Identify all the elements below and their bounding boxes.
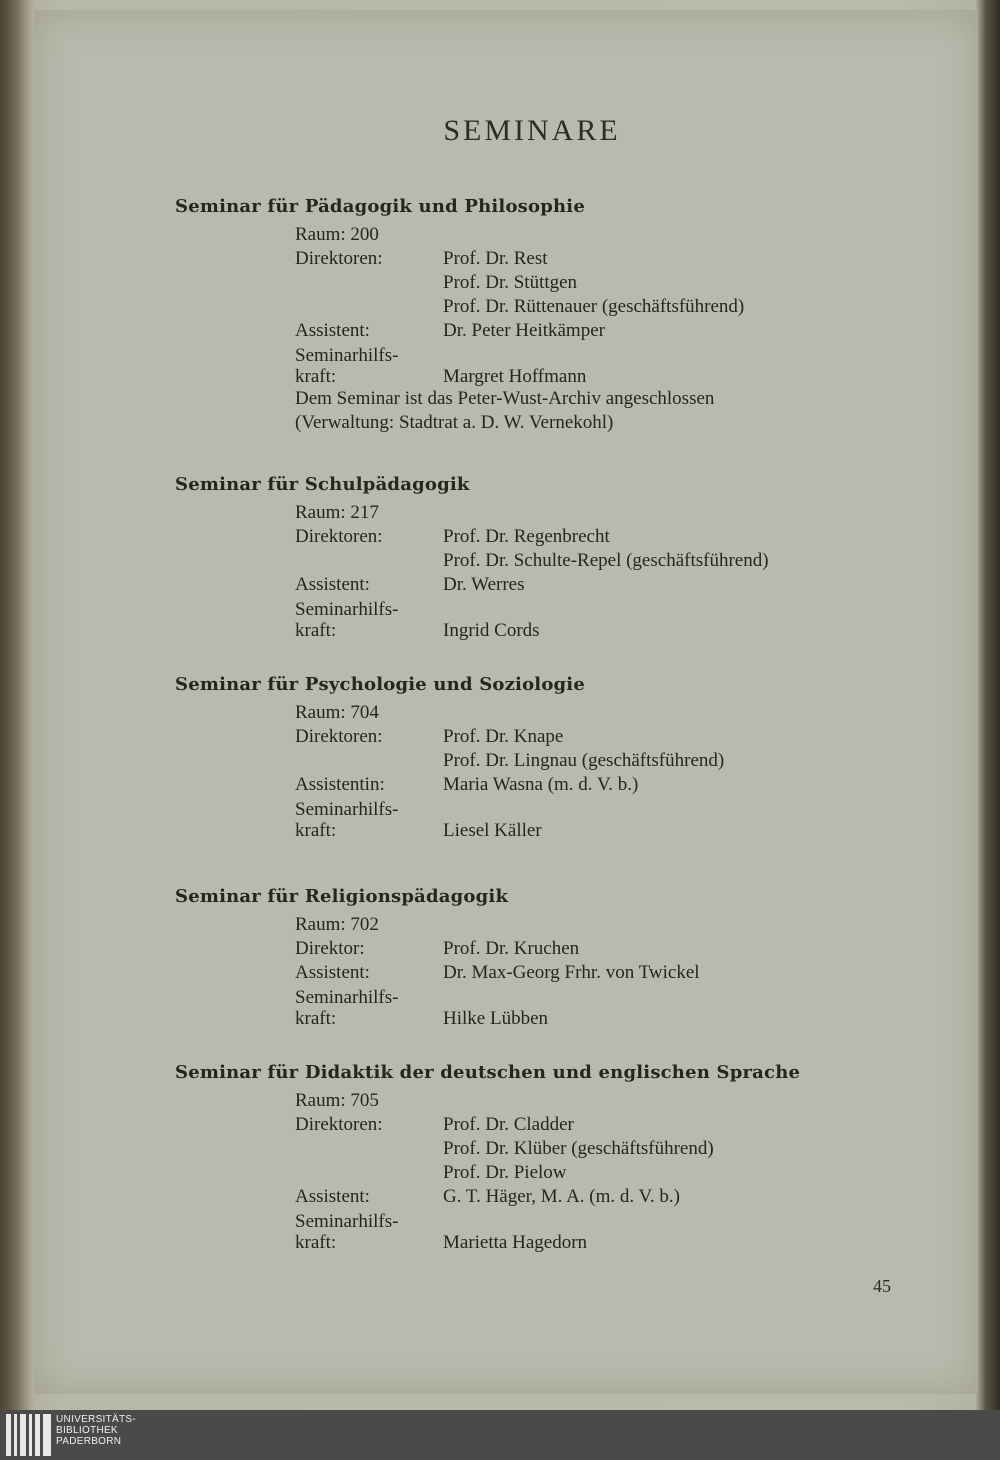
section-heading: Seminar für Religionspädagogik <box>175 886 509 907</box>
director-name: Prof. Dr. Rüttenauer (geschäftsführend) <box>443 296 745 317</box>
section-heading: Seminar für Didaktik der deutschen und englischen Sprache <box>175 1062 801 1083</box>
directors-row <box>295 749 724 773</box>
section-psychologie-soziologie <box>175 674 724 841</box>
directors-label: Direktoren: <box>295 1114 383 1135</box>
assistant-label: Assistent: <box>295 320 370 341</box>
section-body <box>295 701 724 841</box>
helper-label-1: Seminarhilfs- <box>295 599 399 620</box>
directors-label: Direktor: <box>295 938 365 959</box>
raum-label: Raum: 200 <box>295 224 379 245</box>
page-number: 45 <box>873 1276 891 1296</box>
director-name: Prof. Dr. Knape <box>443 726 564 747</box>
helper-name: Margret Hoffmann <box>443 366 587 387</box>
section-paedagogik-philosophie <box>175 196 744 435</box>
section-body <box>295 913 700 1029</box>
raum-row <box>295 701 724 725</box>
archive-administration: (Verwaltung: Stadtrat a. D. W. Vernekohl) <box>295 412 614 433</box>
helper-row <box>295 1211 800 1232</box>
directors-row <box>295 725 724 749</box>
helper-row <box>295 1008 700 1029</box>
helper-row <box>295 820 724 841</box>
raum-row <box>295 223 744 247</box>
helper-row <box>295 366 744 387</box>
section-body <box>295 1089 800 1253</box>
section-heading: Seminar für Schulpädagogik <box>175 474 470 495</box>
director-name: Prof. Dr. Kruchen <box>443 938 580 959</box>
directors-row <box>295 1161 800 1185</box>
assistant-name: Dr. Werres <box>443 574 525 595</box>
helper-row <box>295 1232 800 1253</box>
directors-label: Direktoren: <box>295 248 383 269</box>
helper-row <box>295 599 769 620</box>
director-name: Prof. Dr. Rest <box>443 248 548 269</box>
assistant-label: Assistent: <box>295 1186 370 1207</box>
director-name: Prof. Dr. Regenbrecht <box>443 526 610 547</box>
directors-row <box>295 295 744 319</box>
director-name: Prof. Dr. Klüber (geschäftsführend) <box>443 1138 714 1159</box>
helper-name: Hilke Lübben <box>443 1008 549 1029</box>
helper-label-1: Seminarhilfs- <box>295 345 399 366</box>
helper-label-1: Seminarhilfs- <box>295 987 399 1008</box>
assistant-row <box>295 961 700 985</box>
assistant-name: Maria Wasna (m. d. V. b.) <box>443 774 639 795</box>
director-name: Prof. Dr. Lingnau (geschäftsführend) <box>443 750 725 771</box>
director-name: Prof. Dr. Schulte-Repel (geschäftsführend) <box>443 550 769 571</box>
note-row <box>295 411 744 435</box>
director-name: Prof. Dr. Pielow <box>443 1162 567 1183</box>
directors-row <box>295 549 769 573</box>
section-heading: Seminar für Psychologie und Soziologie <box>175 674 585 695</box>
directors-row <box>295 1113 800 1137</box>
section-didaktik-sprache <box>175 1062 800 1253</box>
section-religionspaedagogik <box>175 886 700 1029</box>
helper-row <box>295 987 700 1008</box>
assistant-row <box>295 319 744 343</box>
library-footer <box>0 1410 1000 1460</box>
section-body <box>295 223 744 435</box>
assistant-label: Assistent: <box>295 962 370 983</box>
raum-row <box>295 1089 800 1113</box>
assistant-row <box>295 773 724 797</box>
note-row <box>295 387 744 411</box>
director-name: Prof. Dr. Cladder <box>443 1114 574 1135</box>
raum-label: Raum: 704 <box>295 702 379 723</box>
helper-label-2: kraft: <box>295 620 337 641</box>
assistant-row <box>295 573 769 597</box>
directors-row <box>295 271 744 295</box>
assistant-label: Assistentin: <box>295 774 385 795</box>
helper-label-2: kraft: <box>295 1008 337 1029</box>
directors-row <box>295 937 700 961</box>
directors-row <box>295 247 744 271</box>
directors-row <box>295 1137 800 1161</box>
library-logo-text: UNIVERSITÄTS- BIBLIOTHEK PADERBORN <box>56 1414 137 1447</box>
section-heading: Seminar für Pädagogik und Philosophie <box>175 196 585 217</box>
directors-label: Direktoren: <box>295 526 383 547</box>
assistant-row <box>295 1185 800 1209</box>
section-body <box>295 501 769 641</box>
raum-row <box>295 501 769 525</box>
page-title: SEMINARE <box>443 114 621 147</box>
raum-row <box>295 913 700 937</box>
helper-row <box>295 345 744 366</box>
assistant-name: Dr. Max-Georg Frhr. von Twickel <box>443 962 700 983</box>
raum-label: Raum: 702 <box>295 914 379 935</box>
directors-row <box>295 525 769 549</box>
helper-label-2: kraft: <box>295 820 337 841</box>
library-logo-icon <box>6 1414 51 1456</box>
helper-label-1: Seminarhilfs- <box>295 1211 399 1232</box>
helper-row <box>295 799 724 820</box>
helper-label-1: Seminarhilfs- <box>295 799 399 820</box>
raum-label: Raum: 705 <box>295 1090 379 1111</box>
helper-name: Marietta Hagedorn <box>443 1232 588 1253</box>
directors-label: Direktoren: <box>295 726 383 747</box>
section-schulpaedagogik <box>175 474 769 641</box>
helper-name: Liesel Käller <box>443 820 542 841</box>
helper-name: Ingrid Cords <box>443 620 540 641</box>
assistant-label: Assistent: <box>295 574 370 595</box>
director-name: Prof. Dr. Stüttgen <box>443 272 578 293</box>
helper-label-2: kraft: <box>295 366 337 387</box>
helper-row <box>295 620 769 641</box>
assistant-name: G. T. Häger, M. A. (m. d. V. b.) <box>443 1186 680 1207</box>
archive-note: Dem Seminar ist das Peter-Wust-Archiv angeschlossen <box>295 388 715 409</box>
helper-label-2: kraft: <box>295 1232 337 1253</box>
raum-label: Raum: 217 <box>295 502 379 523</box>
assistant-name: Dr. Peter Heitkämper <box>443 320 605 341</box>
